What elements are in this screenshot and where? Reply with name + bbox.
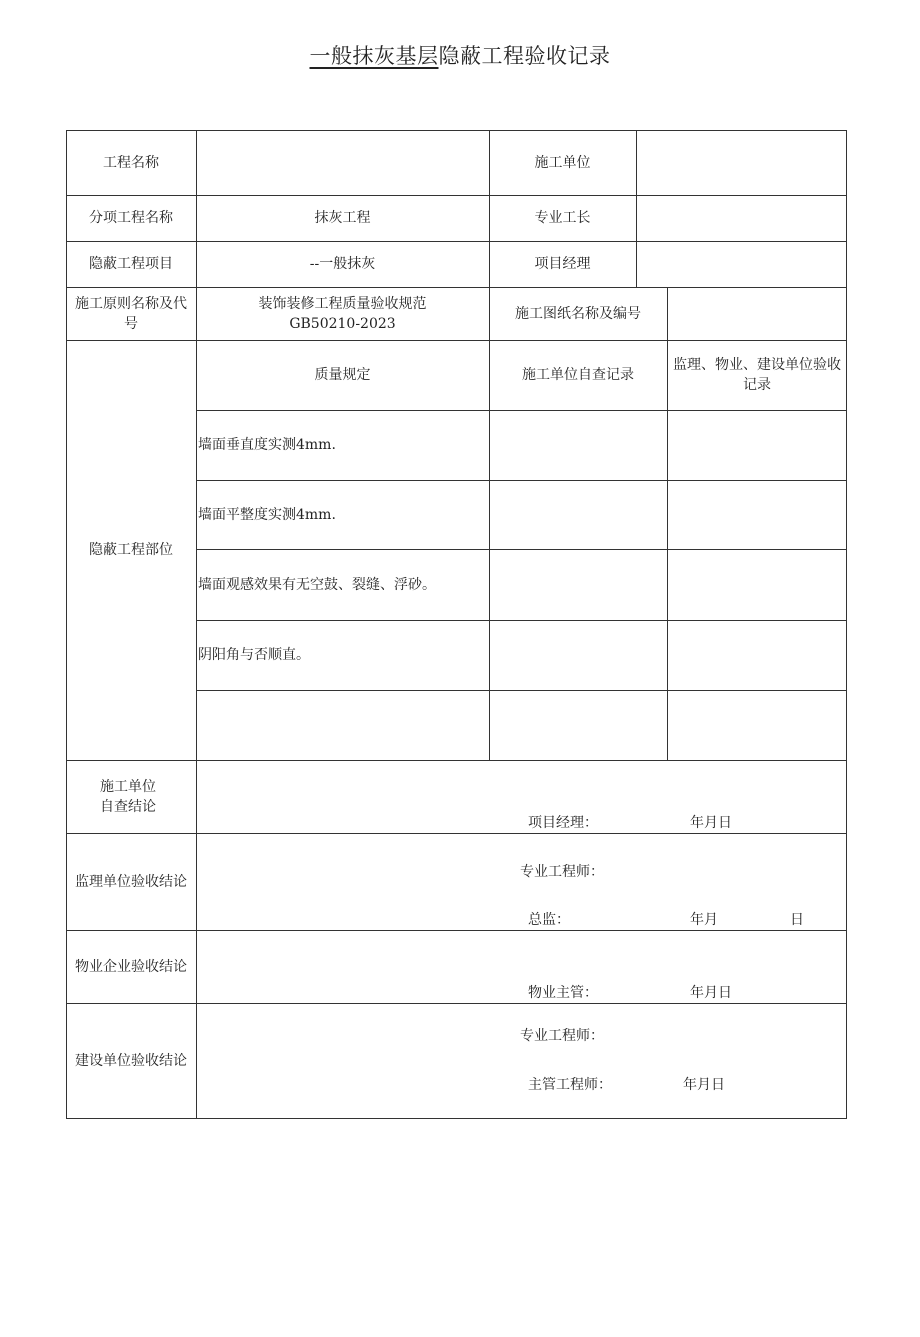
foreman-field[interactable] xyxy=(636,195,847,241)
title-rest: 隐蔽工程验收记录 xyxy=(438,44,611,68)
hidden-part-label: 隐蔽工程部位 xyxy=(89,542,173,558)
owner-conclusion-field[interactable] xyxy=(196,1003,847,1119)
supervision-chief-label: 总监： xyxy=(528,912,570,928)
supervision-field[interactable] xyxy=(667,620,847,690)
col-header-quality: 质量规定 xyxy=(314,367,371,383)
owner-chief-label: 主管工程师： xyxy=(528,1077,612,1093)
manager-field[interactable] xyxy=(636,241,847,287)
self-check-conclusion-field[interactable] xyxy=(196,760,847,833)
project-name-field[interactable] xyxy=(196,130,489,195)
property-conclusion-label: 物业企业验收结论 xyxy=(75,958,187,975)
quality-item: 墙面垂直度实测4mm. xyxy=(198,437,336,453)
self-check-field[interactable] xyxy=(489,480,667,549)
drawing-field[interactable] xyxy=(667,287,847,340)
manager-label: 项目经理 xyxy=(534,256,591,272)
self-check-field[interactable] xyxy=(489,410,667,480)
standard-code: GB50210-2023 xyxy=(289,315,396,332)
property-date: 年月日 xyxy=(690,985,732,1001)
sub-project-label: 分项工程名称 xyxy=(89,210,173,226)
construction-unit-label: 施工单位 xyxy=(534,154,591,171)
foreman-label: 专业工长 xyxy=(534,210,591,226)
supervision-field[interactable] xyxy=(667,480,847,549)
supervision-field[interactable] xyxy=(667,410,847,480)
quality-item: 墙面观感效果有无空鼓、裂缝、浮砂。 xyxy=(198,576,436,593)
page-title xyxy=(0,40,920,70)
col-header-self-check: 施工单位自查记录 xyxy=(522,367,634,383)
owner-engineer-label: 专业工程师： xyxy=(520,1028,604,1044)
construction-unit-field[interactable] xyxy=(636,130,847,195)
standard-field[interactable] xyxy=(196,287,489,340)
owner-conclusion-label: 建设单位验收结论 xyxy=(75,1053,187,1069)
supervision-field[interactable] xyxy=(667,549,847,620)
quality-item xyxy=(196,690,489,760)
standard-name: 装饰装修工程质量验收规范 xyxy=(258,295,427,312)
self-check-field[interactable] xyxy=(489,690,667,760)
drawing-label: 施工图纸名称及编号 xyxy=(515,305,641,322)
supervision-date-ym: 年月 xyxy=(690,912,718,928)
supervision-date-d: 日 xyxy=(790,912,804,928)
quality-item: 墙面平整度实测4mm. xyxy=(198,506,336,523)
hidden-item-field[interactable]: --一般抹灰 xyxy=(309,256,376,272)
self-check-conclusion-label: 施工单位自查结论 xyxy=(100,778,156,815)
self-check-manager-label: 项目经理： xyxy=(528,815,598,831)
self-check-date: 年月日 xyxy=(690,815,732,831)
hidden-item-label: 隐蔽工程项目 xyxy=(89,256,173,272)
supervision-conclusion-label: 监理单位验收结论 xyxy=(75,873,187,890)
supervision-engineer-label: 专业工程师： xyxy=(520,864,604,880)
standard-label: 施工原则名称及代号 xyxy=(75,295,187,332)
quality-item: 阴阳角与否顺直。 xyxy=(198,647,310,663)
self-check-field[interactable] xyxy=(489,549,667,620)
project-name-label: 工程名称 xyxy=(103,154,159,171)
supervision-field[interactable] xyxy=(667,690,847,760)
title-underlined: 一般抹灰基层 xyxy=(309,44,439,68)
sub-project-field[interactable]: 抹灰工程 xyxy=(314,210,371,226)
property-manager-label: 物业主管： xyxy=(528,985,598,1001)
property-conclusion-field[interactable] xyxy=(196,930,847,1003)
self-check-field[interactable] xyxy=(489,620,667,690)
owner-date: 年月日 xyxy=(683,1077,725,1093)
col-header-supervision: 监理、物业、建设单位验收记录 xyxy=(673,357,841,393)
